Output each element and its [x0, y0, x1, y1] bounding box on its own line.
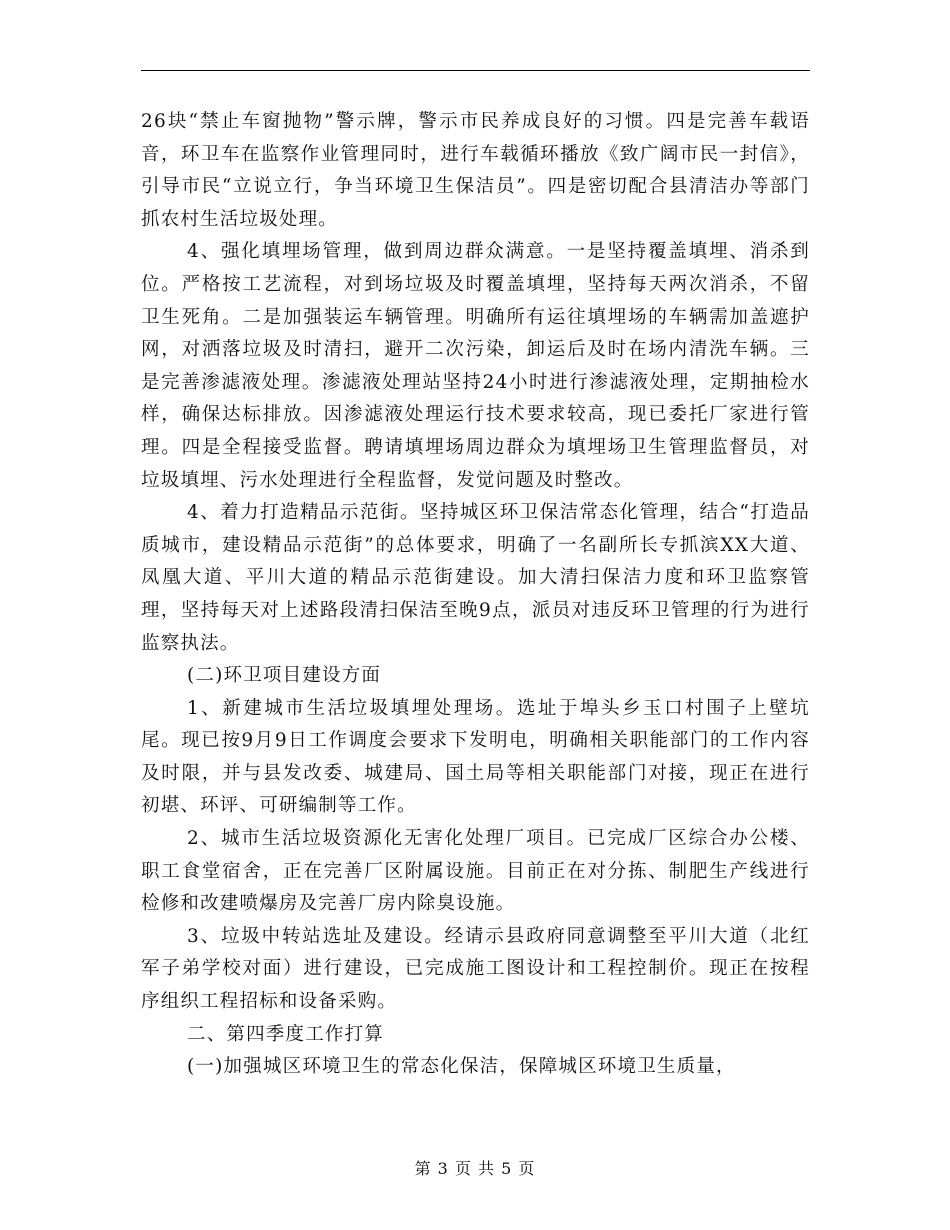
paragraph-5: 1、新建城市生活垃圾填埋处理场。选址于埠头乡玉口村围子上壁坑尾。现已按9月9日工作调度会要求下发明电，明确相关职能部门的工作内容及时限，并与县发改委、城建局、国土局等相关职能部门对接，现正在进行初堪、环评、可研编制等工作。	[141, 697, 810, 817]
paragraph-2: 4、强化填埋场管理，做到周边群众满意。一是坚持覆盖填埋、消杀到位。严格按工艺流程，对到场垃圾及时覆盖填埋，坚持每天两次消杀，不留卫生死角。二是加强装运车辆管理。明确所有运往填埋场的车辆需加盖遮护网，对洒落垃圾及时清扫，避开二次污染，卸运后及时在场内清洗车辆。三是完善渗滤液处理。渗滤液处理站坚持24小时进行渗滤液处理，定期抽检水样，确保达标排放。因渗滤液处理运行技术要求较高，现已委托厂家进行管理。四是全程接受监督。聘请填埋场周边群众为填埋场卫生管理监督员，对垃圾填埋、污水处理进行全程监督，发觉问题及时整改。	[141, 241, 810, 491]
section-heading-project-construction: (二)环卫项目建设方面	[187, 665, 382, 687]
paragraph-7: 3、垃圾中转站选址及建设。经请示县政府同意调整至平川大道（北红军子弟学校对面）进行建设，已完成施工图设计和工程控制价。现正在按程序组织工程招标和设备采购。	[141, 925, 810, 1013]
page-footer	[0, 1156, 950, 1179]
paragraph-9: (一)加强城区环境卫生的常态化保洁，保障城区环境卫生质量，	[187, 1056, 736, 1078]
paragraph-6: 2、城市生活垃圾资源化无害化处理厂项目。已完成厂区综合办公楼、职工食堂宿舍，正在完善厂区附属设施。目前正在对分拣、制肥生产线进行检修和改建喷爆房及完善厂房内除臭设施。	[141, 828, 810, 915]
page-number-label: 第 3 页 共 5 页	[414, 1159, 536, 1178]
document-body	[141, 106, 810, 1084]
section-heading-q4-plan: 二、第四季度工作打算	[187, 1023, 385, 1045]
paragraph-3: 4、着力打造精品示范街。坚持城区环卫保洁常态化管理，结合“打造品质城市，建设精品示范街”的总体要求，明确了一名副所长专抓滨XX大道、凤凰大道、平川大道的精品示范街建设。加大清扫保洁力度和环卫监察管理，坚持每天对上述路段清扫保洁至晚9点，派员对违反环卫管理的行为进行监察执法。	[141, 502, 810, 654]
paragraph-1: 26块“禁止车窗抛物”警示牌，警示市民养成良好的习惯。四是完善车载语音，环卫车在监察作业管理同时，进行车载循环播放《致广阔市民一封信》，引导市民“立说立行，争当环境卫生保洁员”。四是密切配合县清洁办等部门抓农村生活垃圾处理。	[141, 111, 810, 230]
header-rule	[141, 70, 810, 71]
